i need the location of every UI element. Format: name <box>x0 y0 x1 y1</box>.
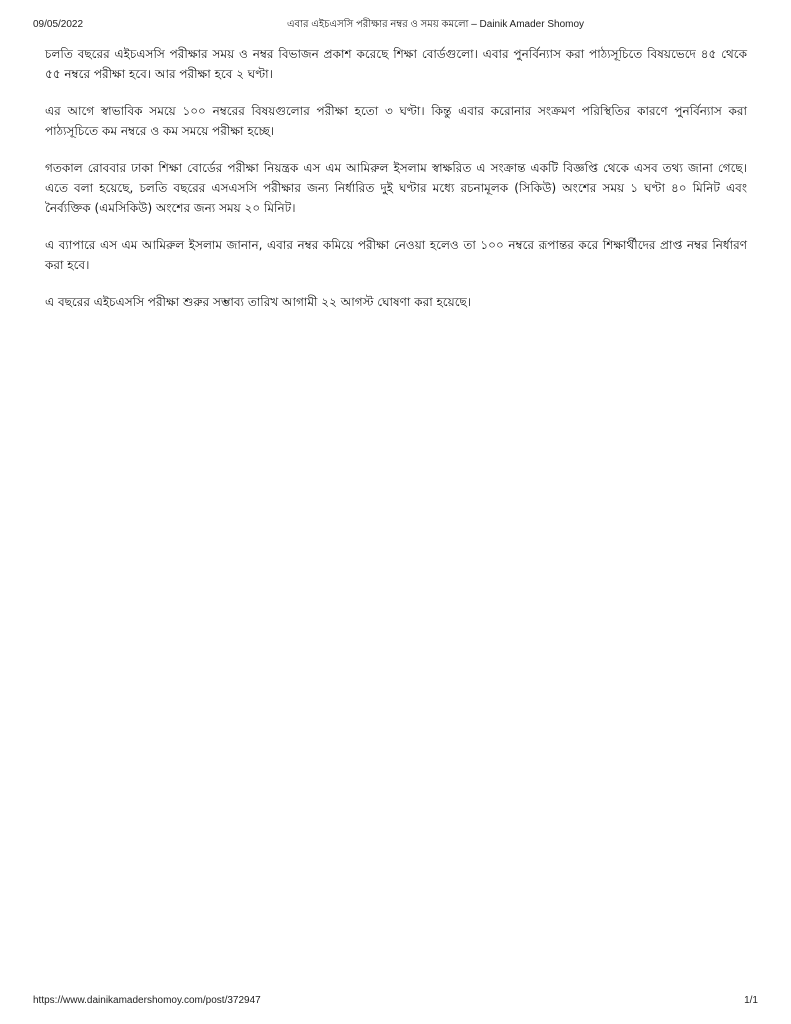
article-paragraph: এ বছরের এইচএসসি পরীক্ষা শুরুর সম্ভাব্য তারিখ আগামী ২২ আগস্ট ঘোষণা করা হয়েছে। <box>45 295 472 309</box>
print-date: 09/05/2022 <box>33 19 84 30</box>
source-url: https://www.dainikamadershomoy.com/post/372947 <box>33 995 261 1006</box>
article-paragraph: গতকাল রোববার ঢাকা শিক্ষা বোর্ডের পরীক্ষা নিয়ন্ত্রক এস এম আমিরুল ইসলাম স্বাক্ষরিত এ সংক্রান্ত একটি বিজ্ঞপ্তি থেকে এসব তথ্য জানা গেছে। এতে বলা হয়েছে, চলতি বছরের এসএসসি পরীক্ষার জন্য নির্ধারিত দুই ঘণ্টার মধ্যে রচনামূলক (সিকিউ) অংশের সময় ১ ঘণ্টা ৪০ মিনিট এবং নৈর্ব্যক্তিক (এমসিকিউ) অংশের জন্য সময় ২০ মিনিট। <box>45 161 747 215</box>
page-title: এবার এইচএসসি পরীক্ষার নম্বর ও সময় কমলো – Dainik Amader Shomoy <box>286 19 585 30</box>
print-footer <box>33 994 758 1008</box>
print-header <box>33 18 758 32</box>
article-paragraph: এ ব্যাপারে এস এম আমিরুল ইসলাম জানান, এবার নম্বর কমিয়ে পরীক্ষা নেওয়া হলেও তা ১০০ নম্বরে রূপান্তর করে শিক্ষার্থীদের প্রাপ্ত নম্বর নির্ধারণ করা হবে। <box>45 238 747 272</box>
article-paragraph: এর আগে স্বাভাবিক সময়ে ১০০ নম্বরের বিষয়গুলোর পরীক্ষা হতো ৩ ঘণ্টা। কিন্তু এবার করোনার সংক্রমণ পরিস্থিতির কারণে পুনর্বিন্যাস করা পাঠ্যসূচিতে কম নম্বরে ও কম সময়ে পরীক্ষা হচ্ছে। <box>45 104 747 138</box>
article-paragraph: চলতি বছরের এইচএসসি পরীক্ষার সময় ও নম্বর বিভাজন প্রকাশ করেছে শিক্ষা বোর্ডগুলো। এবার পুনর্বিন্যাস করা পাঠ্যসূচিতে বিষয়ভেদে ৪৫ থেকে ৫৫ নম্বরে পরীক্ষা হবে। আর পরীক্ষা হবে ২ ঘণ্টা। <box>45 47 747 81</box>
article-body <box>45 44 747 329</box>
page-number: 1/1 <box>744 995 758 1006</box>
